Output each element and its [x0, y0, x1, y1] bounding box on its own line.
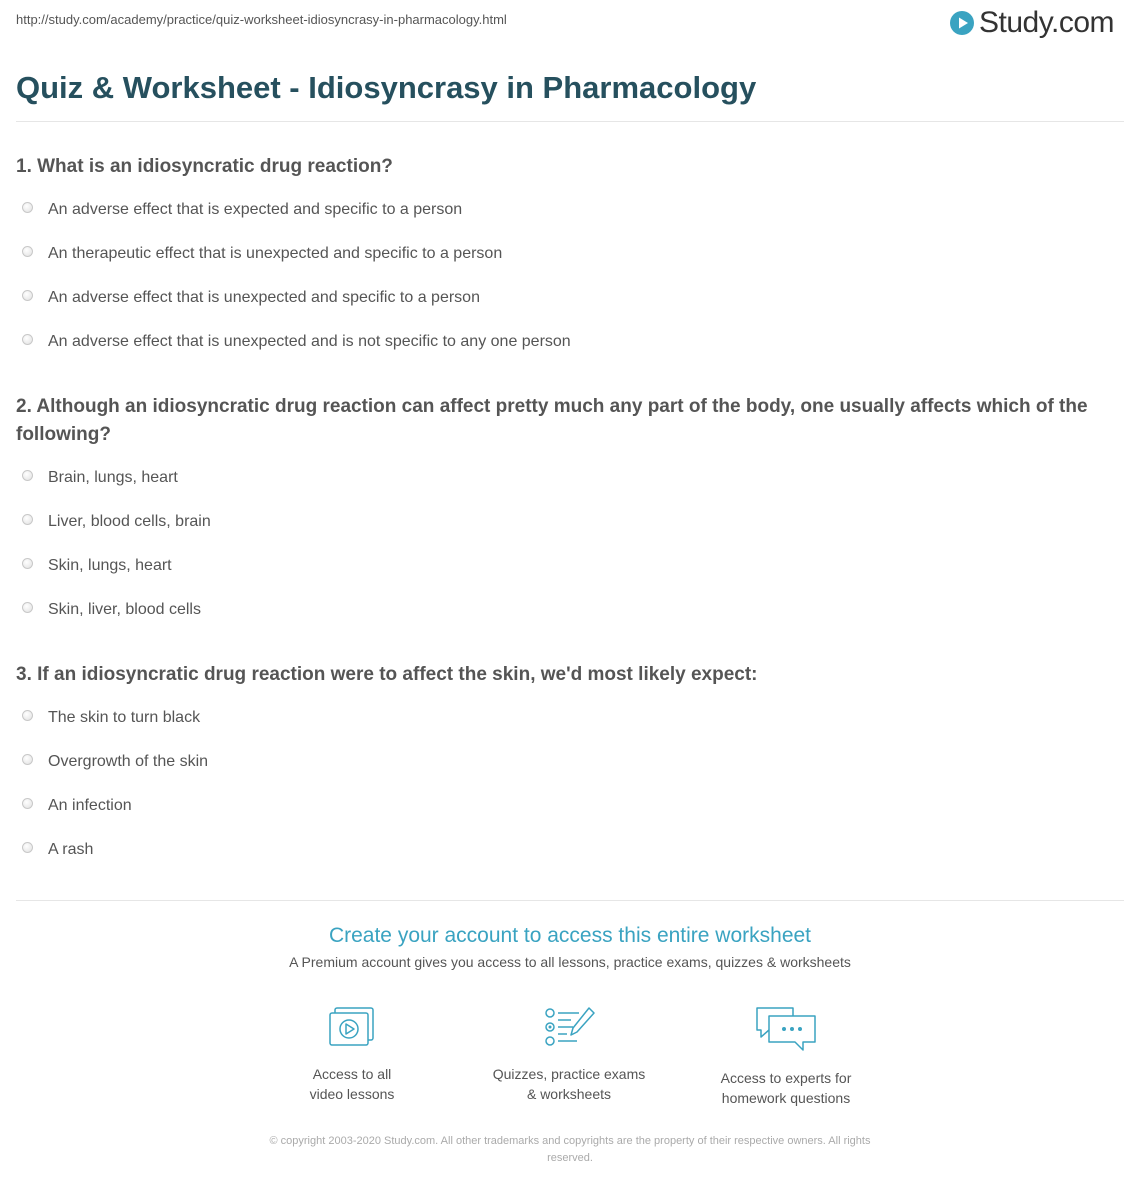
answer-label: An infection	[48, 797, 132, 814]
answer-option[interactable]	[22, 828, 208, 872]
answer-label: Skin, liver, blood cells	[48, 601, 201, 618]
answer-label: Liver, blood cells, brain	[48, 513, 211, 530]
radio-button[interactable]	[22, 754, 33, 765]
cta-divider	[16, 900, 1124, 901]
feature-video-lessons	[252, 1004, 452, 1104]
radio-button[interactable]	[22, 798, 33, 809]
feature-experts	[686, 1004, 886, 1108]
answer-option[interactable]	[22, 456, 211, 500]
feature-line: Access to experts for	[720, 1070, 852, 1086]
copyright-line: © copyright 2003-2020 Study.com. All other trademarks and copyrights are the property of their respective owners. All rights	[269, 1135, 871, 1147]
radio-button[interactable]	[22, 246, 33, 257]
copyright-notice	[210, 1133, 930, 1167]
answer-label: Overgrowth of the skin	[48, 753, 209, 770]
answer-label: An adverse effect that is expected and specific to a person	[48, 201, 463, 218]
answer-option[interactable]	[22, 740, 208, 784]
answer-list-1	[22, 188, 571, 364]
question-2: 2. Although an idiosyncratic drug reaction can affect pretty much any part of the body, one usually affects which of the following?	[16, 396, 1088, 445]
answer-label: Brain, lungs, heart	[48, 469, 178, 486]
answer-label: An adverse effect that is unexpected and is not specific to any one person	[48, 333, 571, 350]
answer-label: A rash	[48, 841, 94, 858]
radio-button[interactable]	[22, 290, 33, 301]
copyright-line: reserved.	[547, 1152, 593, 1164]
quiz-list-icon	[541, 1004, 597, 1052]
video-lessons-icon	[324, 1004, 380, 1052]
chat-bubbles-icon	[753, 1004, 819, 1056]
premium-description: A Premium account gives you access to all lessons, practice exams, quizzes & worksheets	[289, 954, 851, 970]
radio-button[interactable]	[22, 202, 33, 213]
answer-label: An therapeutic effect that is unexpected and specific to a person	[48, 245, 503, 262]
page-title: Quiz & Worksheet - Idiosyncrasy in Pharmacology	[16, 70, 757, 105]
answer-list-3	[22, 696, 208, 872]
answer-option[interactable]	[22, 320, 571, 364]
logo-text: Study.com	[978, 6, 1114, 39]
feature-line: Access to all	[312, 1066, 392, 1082]
feature-line: video lessons	[309, 1086, 395, 1102]
answer-option[interactable]	[22, 500, 211, 544]
radio-button[interactable]	[22, 710, 33, 721]
answer-option[interactable]	[22, 276, 571, 320]
answer-option[interactable]	[22, 588, 211, 632]
feature-quizzes	[469, 1004, 669, 1104]
page-url: http://study.com/academy/practice/quiz-worksheet-idiosyncrasy-in-pharmacology.html	[16, 12, 507, 27]
study-logo[interactable]	[949, 6, 1114, 40]
radio-button[interactable]	[22, 558, 33, 569]
answer-label: Skin, lungs, heart	[48, 557, 172, 574]
answer-option[interactable]	[22, 784, 208, 828]
radio-button[interactable]	[22, 470, 33, 481]
radio-button[interactable]	[22, 334, 33, 345]
question-3: 3. If an idiosyncratic drug reaction were to affect the skin, we'd most likely expect:	[16, 664, 758, 685]
answer-option[interactable]	[22, 696, 208, 740]
radio-button[interactable]	[22, 842, 33, 853]
title-divider	[16, 121, 1124, 122]
create-account-link[interactable]: Create your account to access this entire worksheet	[328, 924, 812, 947]
answer-label: An adverse effect that is unexpected and specific to a person	[48, 289, 480, 306]
answer-option[interactable]	[22, 544, 211, 588]
feature-line: Quizzes, practice exams	[492, 1066, 646, 1082]
feature-line: & worksheets	[526, 1086, 612, 1102]
answer-label: The skin to turn black	[48, 709, 201, 726]
answer-option[interactable]	[22, 188, 571, 232]
play-circle-icon	[949, 10, 975, 36]
radio-button[interactable]	[22, 602, 33, 613]
answer-list-2	[22, 456, 211, 632]
question-1: 1. What is an idiosyncratic drug reaction?	[16, 156, 393, 177]
radio-button[interactable]	[22, 514, 33, 525]
answer-option[interactable]	[22, 232, 571, 276]
feature-line: homework questions	[721, 1090, 851, 1106]
